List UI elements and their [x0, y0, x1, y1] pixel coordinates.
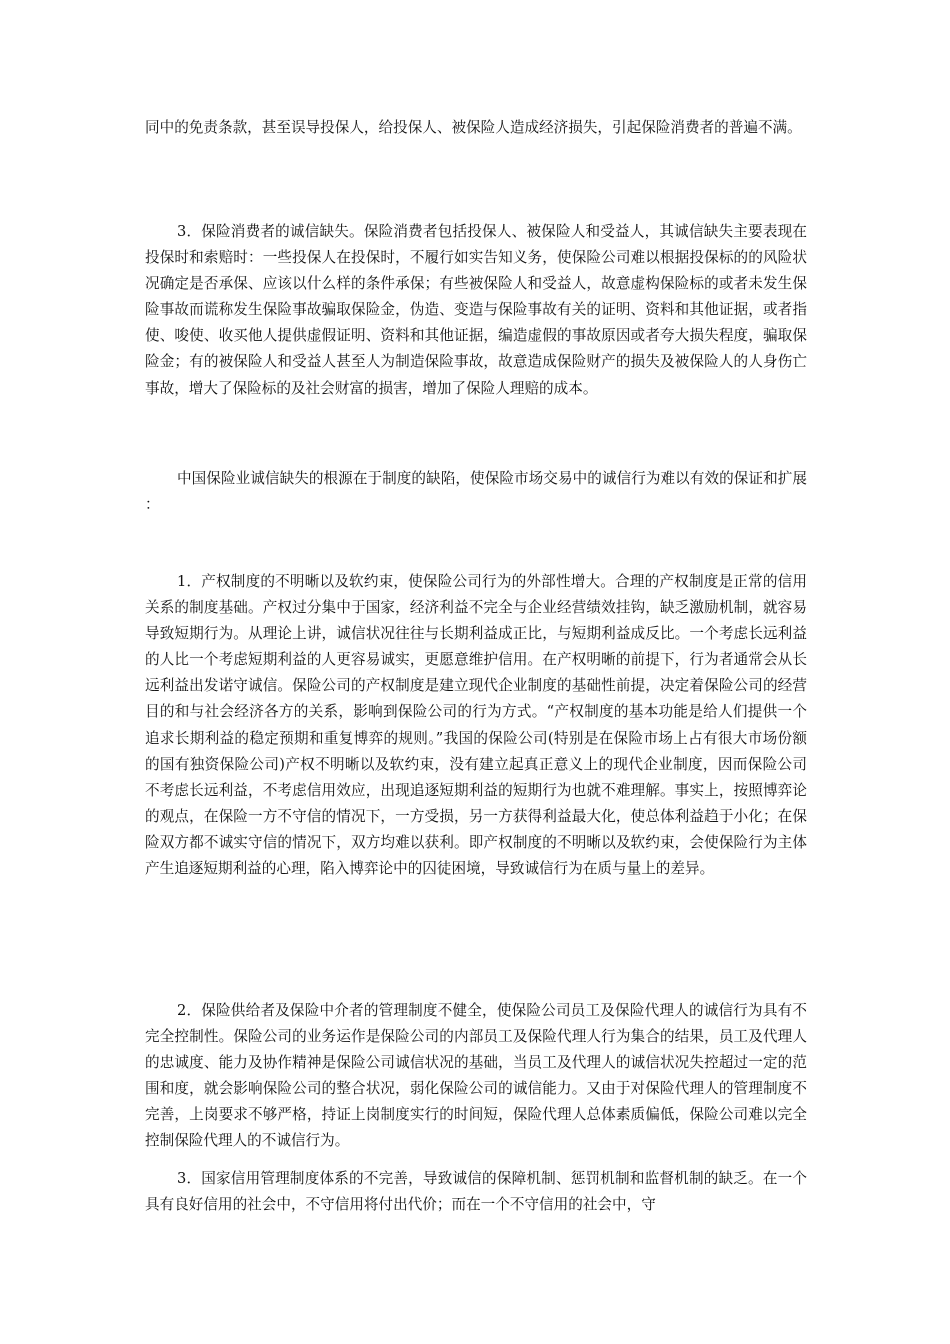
paragraph-national-credit: 3．国家信用管理制度体系的不完善，导致诚信的保障机制、惩罚机制和监督机制的缺乏。在一个具有良好信用的社会中，不守信用将付出代价；而在一个不守信用的社会中，守	[145, 1170, 807, 1214]
paragraph-continuation: 同中的免责条款，甚至误导投保人，给投保人、被保险人造成经济损失，引起保险消费者的普遍不满。	[145, 119, 802, 136]
paragraph-management-system: 2．保险供给者及保险中介者的管理制度不健全，使保险公司员工及保险代理人的诚信行为具有不完全控制性。保险公司的业务运作是保险公司的内部员工及保险代理人行为集合的结果，员工及代理人的忠诚度、能力及协作精神是保险公司诚信状况的基础，当员工及代理人的诚信状况失控超过一定的范围和度，就会影响保险公司的整合状况，弱化保险公司的诚信能力。又由于对保险代理人的管理制度不完善，上岗要求不够严格，持证上岗制度实行的时间短，保险代理人总体素质偏低，保险公司难以完全控制保险代理人的不诚信行为。	[145, 1002, 807, 1150]
paragraph-consumer-integrity: 3．保险消费者的诚信缺失。保险消费者包括投保人、被保险人和受益人，其诚信缺失主要表现在投保时和索赔时：一些投保人在投保时，不履行如实告知义务，使保险公司难以根据投保标的的风险状况确定是否承保、应该以什么样的条件承保；有些被保险人和受益人，故意虚构保险标的或者未发生保险事故而谎称发生保险事故骗取保险金，伪造、变造与保险事故有关的证明、资料和其他证据，或者指使、唆使、收买他人提供虚假证明、资料和其他证据，编造虚假的事故原因或者夸大损失程度，骗取保险金；有的被保险人和受益人甚至人为制造保险事故，故意造成保险财产的损失及被保险人的人身伤亡事故，增大了保险标的及社会财富的损害，增加了保险人理赔的成本。	[145, 223, 807, 397]
paragraph-root-cause-intro: 中国保险业诚信缺失的根源在于制度的缺陷，使保险市场交易中的诚信行为难以有效的保证和扩展：	[145, 470, 807, 514]
paragraph-property-rights: 1．产权制度的不明晰以及软约束，使保险公司行为的外部性增大。合理的产权制度是正常的信用关系的制度基础。产权过分集中于国家，经济利益不完全与企业经营绩效挂钩，缺乏激励机制，就容易导致短期行为。从理论上讲，诚信状况往往与长期利益成正比，与短期利益成反比。一个考虑长远利益的人比一个考虑短期利益的人更容易诚实，更愿意维护信用。在产权明晰的前提下，行为者通常会从长远利益出发诺守诚信。保险公司的产权制度是建立现代企业制度的基础性前提，决定着保险公司的经营目的和与社会经济各方的关系，影响到保险公司的行为方式。“产权制度的基本功能是给人们提供一个追求长期利益的稳定预期和重复博弈的规则。”我国的保险公司(特别是在保险市场上占有很大市场份额的国有独资保险公司)产权不明晰以及软约束，没有建立起真正意义上的现代企业制度，因而保险公司不考虑长远利益，不考虑信用效应，出现追逐短期利益的短期行为也就不难理解。事实上，按照博弈论的观点，在保险一方不守信的情况下，一方受损，另一方获得利益最大化，使总体利益趋于小化；在保险双方都不诚实守信的情况下，双方均难以获利。即产权制度的不明晰以及软约束，会使保险行为主体产生追逐短期利益的心理，陷入博弈论中的囚徒困境，导致诚信行为在质与量上的差异。	[145, 573, 807, 878]
